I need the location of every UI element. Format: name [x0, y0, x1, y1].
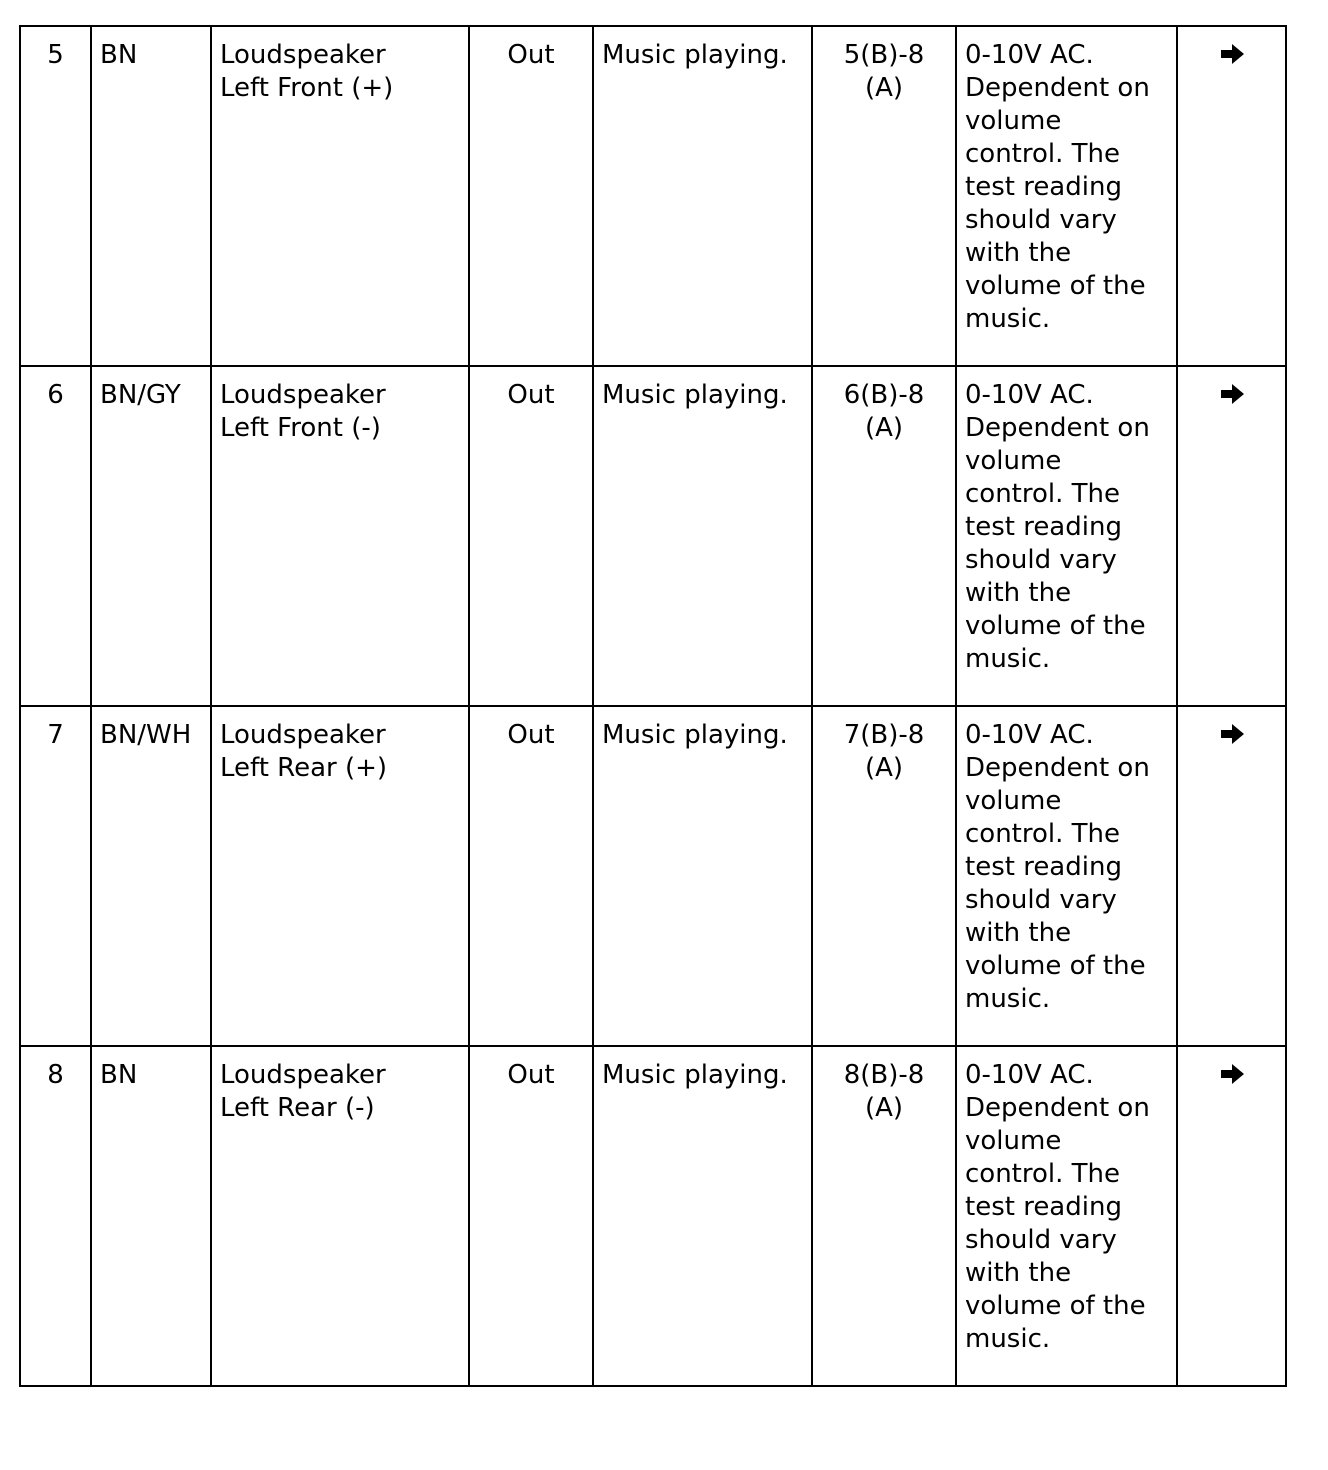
next-step-cell	[1177, 1046, 1286, 1386]
signal-direction: Out	[469, 706, 593, 1046]
description-line: Left Front (+)	[220, 73, 394, 103]
description-line: Loudspeaker	[220, 380, 386, 410]
expected-result	[956, 1046, 1177, 1386]
signal-direction: Out	[469, 26, 593, 366]
result-line: should vary	[965, 205, 1117, 235]
signal-direction: Out	[469, 1046, 593, 1386]
expected-result	[956, 706, 1177, 1046]
result-line: with the	[965, 1258, 1072, 1288]
pin-number: 6	[20, 366, 91, 706]
test-connection-line: (A)	[864, 1093, 904, 1123]
table-row	[20, 366, 1286, 706]
pin-number: 7	[20, 706, 91, 1046]
result-line: test reading	[965, 512, 1122, 542]
expected-result	[956, 26, 1177, 366]
result-line: volume	[965, 1126, 1062, 1156]
test-connection-line: (A)	[864, 753, 904, 783]
result-line: control. The	[965, 1159, 1121, 1189]
arrow-right-icon[interactable]	[1217, 39, 1247, 69]
result-line: volume of the	[965, 271, 1146, 301]
result-line: with the	[965, 578, 1072, 608]
pin-description	[211, 706, 469, 1046]
result-line: volume of the	[965, 611, 1146, 641]
test-connection-line: 6(B)-8	[843, 380, 925, 410]
result-line: Dependent on	[965, 73, 1150, 103]
result-line: should vary	[965, 885, 1117, 915]
test-connection-line: (A)	[864, 413, 904, 443]
test-connection	[812, 1046, 956, 1386]
table-row	[20, 706, 1286, 1046]
result-line: music.	[965, 304, 1051, 334]
test-condition: Music playing.	[593, 706, 812, 1046]
result-line: 0-10V AC.	[965, 1060, 1094, 1090]
test-connection-line: 8(B)-8	[843, 1060, 925, 1090]
result-line: should vary	[965, 545, 1117, 575]
next-step-cell	[1177, 26, 1286, 366]
description-line: Loudspeaker	[220, 1060, 386, 1090]
description-line: Loudspeaker	[220, 720, 386, 750]
description-line: Left Rear (-)	[220, 1093, 375, 1123]
test-connection-line: 7(B)-8	[843, 720, 925, 750]
table-row	[20, 26, 1286, 366]
next-step-cell	[1177, 706, 1286, 1046]
result-line: Dependent on	[965, 413, 1150, 443]
test-condition: Music playing.	[593, 1046, 812, 1386]
result-line: 0-10V AC.	[965, 380, 1094, 410]
expected-result	[956, 366, 1177, 706]
result-line: control. The	[965, 479, 1121, 509]
result-line: volume of the	[965, 1291, 1146, 1321]
wire-color: BN	[91, 26, 211, 366]
result-line: test reading	[965, 172, 1122, 202]
result-line: test reading	[965, 852, 1122, 882]
wire-color: BN/WH	[91, 706, 211, 1046]
table-row	[20, 1046, 1286, 1386]
result-line: should vary	[965, 1225, 1117, 1255]
arrow-right-icon[interactable]	[1217, 1059, 1247, 1089]
result-line: volume	[965, 446, 1062, 476]
result-line: volume	[965, 786, 1062, 816]
test-condition: Music playing.	[593, 366, 812, 706]
result-line: Dependent on	[965, 1093, 1150, 1123]
wire-color: BN/GY	[91, 366, 211, 706]
result-line: music.	[965, 644, 1051, 674]
pin-number: 8	[20, 1046, 91, 1386]
wire-color: BN	[91, 1046, 211, 1386]
pin-description	[211, 1046, 469, 1386]
result-line: 0-10V AC.	[965, 40, 1094, 70]
result-line: music.	[965, 1324, 1051, 1354]
result-line: test reading	[965, 1192, 1122, 1222]
pin-description	[211, 366, 469, 706]
result-line: with the	[965, 918, 1072, 948]
test-condition: Music playing.	[593, 26, 812, 366]
arrow-right-icon[interactable]	[1217, 379, 1247, 409]
test-connection	[812, 366, 956, 706]
result-line: Dependent on	[965, 753, 1150, 783]
pin-description	[211, 26, 469, 366]
result-line: 0-10V AC.	[965, 720, 1094, 750]
description-line: Left Front (-)	[220, 413, 381, 443]
result-line: volume	[965, 106, 1062, 136]
next-step-cell	[1177, 366, 1286, 706]
signal-direction: Out	[469, 366, 593, 706]
result-line: with the	[965, 238, 1072, 268]
pin-test-table	[19, 25, 1287, 1387]
result-line: control. The	[965, 139, 1121, 169]
table-body	[20, 26, 1286, 1386]
result-line: music.	[965, 984, 1051, 1014]
result-line: volume of the	[965, 951, 1146, 981]
result-line: control. The	[965, 819, 1121, 849]
test-connection-line: (A)	[864, 73, 904, 103]
pin-number: 5	[20, 26, 91, 366]
test-connection	[812, 706, 956, 1046]
test-connection	[812, 26, 956, 366]
arrow-right-icon[interactable]	[1217, 719, 1247, 749]
test-connection-line: 5(B)-8	[843, 40, 925, 70]
description-line: Loudspeaker	[220, 40, 386, 70]
description-line: Left Rear (+)	[220, 753, 388, 783]
